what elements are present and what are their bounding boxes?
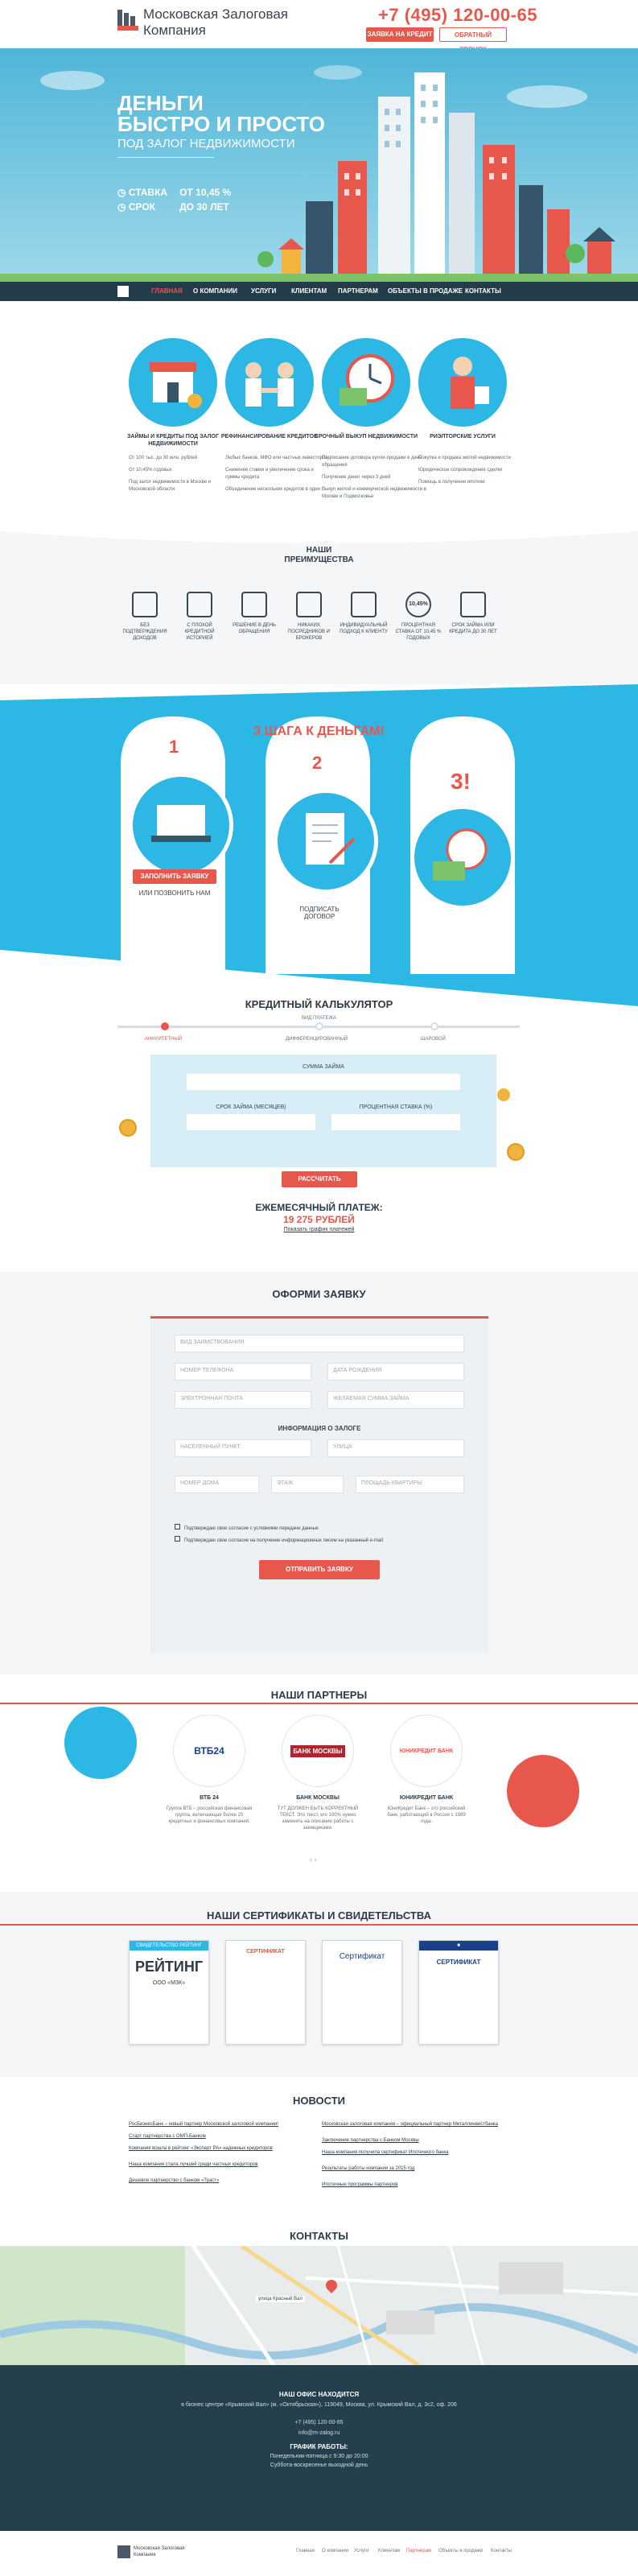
rate-value: ОТ 10,45 % (179, 187, 232, 198)
result-value: 19 275 РУБЛЕЙ (283, 1214, 355, 1225)
step1-illustration (129, 773, 233, 877)
service-list-refinance (225, 455, 330, 493)
advantage-rate: 10,45% ПРОЦЕНТНАЯ СТАВКА ОТ 10,45 % ГОДОВЫХ (394, 592, 442, 642)
footer-nav-clients[interactable]: Клиентам (378, 2549, 401, 2553)
news-item[interactable]: Результаты работы компании за 2015 год (322, 2166, 415, 2171)
amount-field[interactable]: ЖЕЛАЕМАЯ СУММА ЗАЙМА (327, 1391, 464, 1409)
calendar-icon: ◷ (117, 201, 126, 213)
calculate-button[interactable]: РАССЧИТАТЬ (282, 1171, 357, 1187)
partner-desc-unicredit: ЮниКредит Банк – это российский банк, работающий в России с 1989 года. (387, 1806, 466, 1824)
advantage-individual: ИНДИВИДУАЛЬНЫЙ ПОДХОД К КЛИЕНТУ (340, 592, 388, 635)
amount-input[interactable] (187, 1074, 460, 1090)
payment-type-label: ВИД ПЛАТЕЖА (301, 1016, 337, 1021)
term-label: СРОК ЗАЙМА (МЕСЯЦЕВ) (216, 1104, 286, 1110)
contract-icon (274, 789, 378, 894)
application-section (0, 1272, 638, 1674)
calendar-30-icon (460, 592, 486, 617)
logo-line1: Московская Залоговая (143, 6, 288, 22)
hours-weekend: Суббота-воскресенье выходной день (270, 2462, 368, 2468)
city-illustration (0, 48, 638, 282)
partners-section (0, 1674, 638, 1892)
term-value: ДО 30 ЛЕТ (179, 201, 229, 213)
coin-icon (119, 1119, 137, 1137)
handshake-icon (225, 338, 314, 427)
nav-item-contacts[interactable]: КОНТАКТЫ (465, 287, 501, 295)
apply-button[interactable]: ЗАЯВКА НА КРЕДИТ (366, 27, 434, 42)
list-item: От 10.45% годовых (129, 468, 172, 473)
steps-title: 3 ШАГА К ДЕНЬГАМ! (253, 724, 385, 738)
people-icon (296, 592, 322, 617)
nav-item-clients[interactable]: КЛИЕНТАМ (291, 287, 327, 295)
news-item[interactable]: Наша компания стала лучшей среди частных кредиторов (129, 2162, 258, 2167)
service-list-loans (129, 455, 233, 493)
loan-type-select[interactable]: ВИД ЗАИМСТВОВАНИЯ (175, 1335, 464, 1352)
header-phone[interactable]: +7 (495) 120-00-65 (378, 5, 537, 25)
hero-title-line2: БЫСТРО И ПРОСТО (117, 112, 326, 136)
contacts-section (0, 2230, 638, 2365)
coin-icon (507, 1143, 525, 1161)
partner-vtb-logo[interactable]: ВТБ24 (173, 1715, 245, 1787)
money-clock-icon (410, 805, 515, 910)
application-title: ОФОРМИ ЗАЯВКУ (272, 1288, 366, 1300)
partners-divider (0, 1703, 638, 1704)
amount-label: СУММА ЗАЙМА (303, 1064, 344, 1070)
rate-label: ПРОЦЕНТНАЯ СТАВКА (%) (359, 1104, 433, 1110)
advantages-title-line1: НАШИ (306, 546, 332, 555)
footer-email[interactable]: info@m-zalog.ru (298, 2430, 340, 2436)
calculator-title: КРЕДИТНЫЙ КАЛЬКУЛЯТОР (245, 998, 393, 1010)
hero-banner (0, 48, 638, 282)
laptop-icon (129, 773, 233, 877)
hero-title (117, 93, 325, 134)
partner-bm-logo[interactable]: БАНК МОСКВЫ (282, 1715, 354, 1787)
logo-icon[interactable] (117, 10, 138, 31)
result-label: ЕЖЕМЕСЯЧНЫЙ ПЛАТЕЖ: (255, 1202, 383, 1213)
footer-logo-text[interactable]: Московская Залоговая Компания (134, 2546, 185, 2557)
certificate-3[interactable]: Сертификат (322, 1940, 402, 2045)
list-item: Объединение нескольких кредитов в один (225, 487, 320, 492)
logo-text[interactable] (143, 6, 288, 39)
service-list-buyout (322, 455, 426, 501)
step3-caption: ПОЛУЧИТЬ ДЕНЬГИ (438, 926, 488, 945)
hero-title-line1: ДЕНЬГИ (117, 91, 204, 115)
certificate-4[interactable]: ■ СЕРТИФИКАТ (418, 1940, 499, 2045)
news-title: НОВОСТИ (292, 2095, 346, 2107)
term-label: СРОК (128, 201, 155, 213)
calculator-section (0, 998, 638, 1272)
home-icon[interactable] (117, 286, 129, 297)
list-item: Подписание договора купли-продажи в день обращения (322, 456, 422, 468)
list-item: От 100 тыс. до 30 млн. рублей (129, 456, 197, 460)
footer-bottom (0, 2531, 638, 2576)
hero-rate (117, 187, 231, 198)
partner-desc-bm: ТУТ ДОЛЖЕН БЫТЬ КОРРЕКТНЫЙ ТЕКСТ. Это текст, его 100% нужно заменить на описание работы с заемщиками. (277, 1806, 359, 1831)
advantages-section (0, 523, 638, 684)
advantage-term: СРОК ЗАЙМА ИЛИ КРЕДИТА ДО 30 ЛЕТ (449, 592, 497, 635)
service-title-loans: ЗАЙМЫ И КРЕДИТЫ ПОД ЗАЛОГ НЕДВИЖИМОСТИ (127, 434, 219, 447)
site-header (0, 0, 638, 48)
metallinvest-logo: ■ (419, 1941, 498, 1951)
document-icon (132, 592, 158, 617)
partners-title: НАШИ ПАРТНЕРЫ (270, 1689, 368, 1701)
carousel-arrows[interactable]: ‹ › (310, 1856, 317, 1864)
rate-badge: 10,45% (405, 592, 431, 617)
laptop-decoration (64, 1707, 137, 1779)
office-title: НАШ ОФИС НАХОДИТСЯ (278, 2391, 360, 2398)
news-item[interactable]: Дешевле партнерство с банком «Траст» (129, 2178, 220, 2183)
hours-title: ГРАФИК РАБОТЫ: (290, 2443, 348, 2450)
contract-decoration (507, 1755, 579, 1827)
hero-divider (117, 157, 214, 158)
footer-nav-home[interactable]: Главная (296, 2549, 315, 2553)
service-title-refinance: РЕФИНАНСИРОВАНИЕ КРЕДИТОВ (220, 434, 319, 440)
advantage-bad-history: С ПЛОХОЙ КРЕДИТНОЙ ИСТОРИЕЙ (175, 592, 224, 642)
advantage-no-brokers: НИКАКИХ ПОСРЕДНИКОВ И БРОКЕРОВ (285, 592, 333, 642)
partner-name-vtb: ВТБ 24 (200, 1795, 219, 1801)
hours-weekdays: Понедельник-пятница с 9:30 до 20:00 (270, 2454, 368, 2459)
hero-term (117, 201, 229, 213)
footer-phone[interactable]: +7 (495) 120-00-65 (294, 2420, 344, 2425)
birthdate-field[interactable]: ДАТА РОЖДЕНИЯ (327, 1363, 464, 1381)
house-field[interactable]: НОМЕР ДОМА (175, 1476, 259, 1493)
service-loans-circle[interactable] (129, 338, 217, 427)
list-item: Юридическое сопровождение сделки (418, 468, 503, 473)
news-item[interactable]: РосБизнесБанк – новый партнер Московской залоговой компании! (129, 2122, 278, 2127)
list-item: Снижение ставки и увеличение срока и суммы кредита (225, 468, 314, 480)
footer-nav-about[interactable]: О компании (322, 2549, 349, 2553)
certificates-section (0, 1892, 638, 2077)
office-address: в бизнес центре «Крымский Вал» (м. «Октябрьская»), 119049, Москва, ул. Крымский Вал, д. 3c2, оф. 206 (181, 2402, 457, 2408)
nav-item-home[interactable]: ГЛАВНАЯ (151, 287, 183, 295)
email-field[interactable]: ЭЛЕКТРОННАЯ ПОЧТА (175, 1391, 311, 1409)
advantage-no-income: БЕЗ ПОДТВЕРЖДЕНИЯ ДОХОДОВ (121, 592, 169, 642)
service-buyout-circle[interactable] (322, 338, 410, 427)
consent-mail[interactable]: Подтверждаю свое согласие на получение информационных писем на указанный e-mail (175, 1536, 464, 1543)
slider-handle-balloon[interactable] (430, 1022, 438, 1030)
certificates-divider (0, 1924, 638, 1926)
slider-handle-diff[interactable] (315, 1022, 323, 1030)
partner-desc-vtb: Группа ВТБ – российская финансовая группа, включающая более 20 кредитных и финансовых компаний. (166, 1806, 253, 1824)
list-item: Выкуп жилой и коммерческой недвижимости в Москве и Подмосковье (322, 487, 426, 499)
submit-application-button[interactable]: ОТПРАВИТЬ ЗАЯВКУ (259, 1560, 380, 1579)
step2-number: 2 (312, 753, 323, 773)
map-graphic (0, 2246, 638, 2365)
list-item: Любых банков, МФО или частных инвесторов (225, 456, 328, 460)
advantages-title-line2: ПРЕИМУЩЕСТВА (284, 555, 354, 564)
rate-label: СТАВКА (128, 187, 168, 198)
advantage-same-day: РЕШЕНИЕ В ДЕНЬ ОБРАЩЕНИЯ (230, 592, 278, 635)
clock-money-icon (322, 338, 410, 427)
calendar-icon (241, 592, 267, 617)
certificate-rating[interactable]: СВИДЕТЕЛЬСТВО РЕЙТИНГ РЕЙТИНГ ООО «МЗК» (129, 1940, 209, 2045)
step3-illustration (410, 805, 515, 910)
partner-unicredit-logo[interactable]: ЮНИКРЕДИТ БАНК (390, 1715, 463, 1787)
list-item: Помощь в получении ипотеки (418, 480, 485, 485)
checkbox[interactable] (175, 1536, 180, 1542)
phone-field[interactable]: НОМЕР ТЕЛЕФОНА (175, 1363, 311, 1381)
step1-number: 1 (169, 737, 179, 757)
fill-application-button[interactable]: ЗАПОЛНИТЬ ЗАЯВКУ (133, 869, 216, 884)
steps-section (0, 684, 638, 1006)
map-street-label: улица Красный Вал (256, 2296, 305, 2302)
service-refinance-circle[interactable] (225, 338, 314, 427)
area-field[interactable]: ПЛОЩАДЬ КВАРТИРЫ (356, 1476, 464, 1493)
service-title-realtor: РИЭЛТОРСКИЕ УСЛУГИ (430, 434, 496, 440)
option-diff[interactable]: ДИФФЕРЕНЦИРОВАННЫЙ (286, 1037, 348, 1042)
hero-subtitle: ПОД ЗАЛОГ НЕДВИЖИМОСТИ (117, 137, 295, 151)
checkbox[interactable] (175, 1524, 180, 1530)
service-list-realtor (418, 455, 523, 486)
footer-nav-objects[interactable]: Объекты в продаже (438, 2549, 484, 2553)
footer-logo-icon[interactable] (117, 2545, 130, 2558)
calculator-panel (150, 1055, 496, 1167)
footer-nav-services[interactable]: Услуги (354, 2549, 369, 2553)
floor-field[interactable]: ЭТАЖ (271, 1476, 344, 1493)
list-item: Под залог недвижимости в Москве и Московской области (129, 480, 212, 492)
news-item[interactable]: Московская залоговая компания – официальный партнер Металлинвестбанка (322, 2122, 498, 2127)
map[interactable] (0, 2246, 638, 2365)
service-title-buyout: СРОЧНЫЙ ВЫКУП НЕДВИЖИМОСТИ (314, 434, 418, 440)
coin-icon (497, 1088, 510, 1101)
main-nav (0, 282, 638, 301)
news-item[interactable]: Заключение партнерства с Банком Москвы (322, 2138, 419, 2143)
step1-caption: ИЛИ ПОЗВОНИТЬ НАМ (138, 890, 211, 897)
contacts-title: КОНТАКТЫ (290, 2230, 348, 2242)
city-field[interactable]: НАСЕЛЕННЫЙ ПУНКТ (175, 1439, 311, 1457)
term-input[interactable] (187, 1114, 315, 1130)
collateral-title: ИНФОРМАЦИЯ О ЗАЛОГЕ (278, 1425, 361, 1432)
footer-nav-contacts[interactable]: Контакты (491, 2549, 512, 2553)
realtor-icon (418, 338, 507, 427)
slider-handle-annuity[interactable] (161, 1022, 169, 1030)
footer-nav-partners[interactable]: Партнерам (406, 2549, 432, 2553)
news-item[interactable]: Компания вошла в рейтинг «Эксперт РА» надежных кредиторов (129, 2146, 273, 2151)
consent-data[interactable]: Подтверждаю свое согласие с условиями передачи данных (175, 1524, 464, 1531)
partner-name-bm: БАНК МОСКВЫ (296, 1795, 340, 1801)
partner-name-unicredit: ЮНИКРЕДИТ БАНК (399, 1795, 454, 1801)
nav-item-objects[interactable]: ОБЪЕКТЫ В ПРОДАЖЕ (388, 287, 463, 295)
news-item[interactable]: Наша компания получила сертификат Ипотечного банка (322, 2150, 449, 2155)
certificates-title: НАШИ СЕРТИФИКАТЫ И СВИДЕТЕЛЬСТВА (207, 1909, 431, 1922)
schedule-link[interactable]: Показать график платежей (283, 1227, 355, 1232)
footer (0, 2365, 638, 2531)
nav-item-partners[interactable]: ПАРТНЕРАМ (338, 287, 378, 295)
logo-line2: Компания (143, 23, 206, 38)
list-item: Получение денег через 3 дней (322, 475, 391, 480)
application-form (150, 1316, 488, 1654)
list-item: Покупка и продажа жилой недвижимости (418, 456, 511, 460)
card-icon (187, 592, 212, 617)
nav-item-services[interactable]: УСЛУГИ (251, 287, 277, 295)
handshake-icon (351, 592, 377, 617)
news-item[interactable]: Ипотечные программы партнеров (322, 2182, 398, 2187)
step2-caption: ПОДПИСАТЬ ДОГОВОР (299, 906, 340, 920)
callback-button[interactable]: ОБРАТНЫЙ (439, 27, 507, 42)
street-field[interactable]: УЛИЦА (327, 1439, 464, 1457)
nav-item-about[interactable]: О КОМПАНИИ (193, 287, 238, 295)
service-realtor-circle[interactable] (418, 338, 507, 427)
shop-icon (129, 338, 217, 427)
news-section (0, 2077, 638, 2238)
option-balloon[interactable]: ШАРОВОЙ (421, 1037, 446, 1042)
step2-illustration (274, 789, 378, 894)
rate-input[interactable] (331, 1114, 460, 1130)
step3-number: 3! (451, 769, 471, 794)
clock-icon: ◷ (117, 187, 126, 198)
option-annuity[interactable]: АННУИТЕТНЫЙ (145, 1037, 183, 1042)
certificate-2[interactable]: СЕРТИФИКАТ (225, 1940, 306, 2045)
news-item[interactable]: Старт партнерства с ОМП-Банком (129, 2134, 206, 2139)
